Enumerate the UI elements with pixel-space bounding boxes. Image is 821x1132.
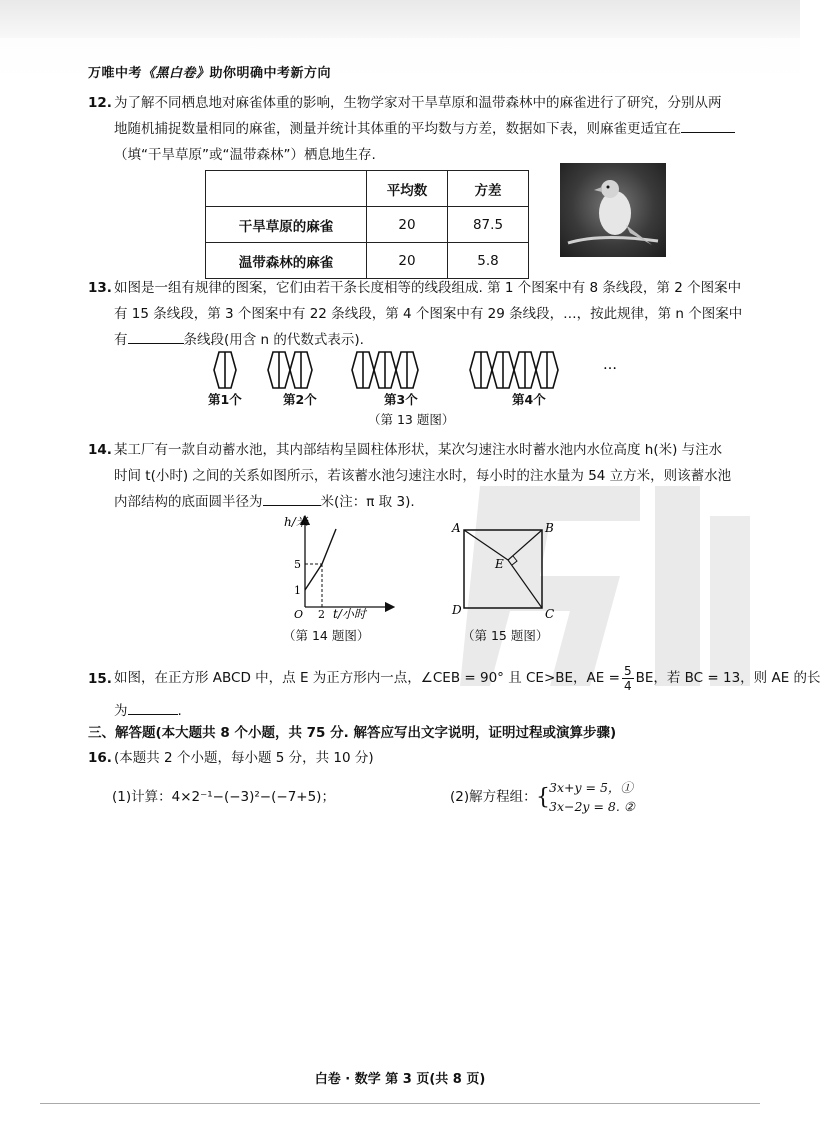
text-line: （填“干旱草原”或“温带森林”）栖息地生存. <box>114 147 376 163</box>
figure-15-caption: （第 15 题图） <box>462 628 549 643</box>
text-line: 有 15 条线段，第 3 个图案中有 22 条线段，第 4 个图案中有 29 条线段，…，按此规律，第 n 个图案中 <box>114 306 743 322</box>
text-line-part: 米(注：π 取 3). <box>320 494 415 510</box>
question-text <box>114 437 754 515</box>
pattern-label-2: 第2个 <box>283 392 317 407</box>
pattern-label-4: 第4个 <box>512 392 546 407</box>
text-line-part: . <box>177 703 182 719</box>
figure-14-graph <box>270 512 400 622</box>
text-line: 为了解不同栖息地对麻雀体重的影响，生物学家对干旱草原和温带森林中的麻雀进行了研究，分别从两 <box>114 95 722 111</box>
y-tick-label: 1 <box>294 584 301 597</box>
table-cell: 20 <box>367 243 448 279</box>
text-line-part: 地随机捕捉数量相同的麻雀，测量并统计其体重的平均数与方差，数据如下表，则麻雀更适宜在 <box>114 121 681 137</box>
text-line-part: 有 <box>114 332 128 348</box>
point-e-label: E <box>495 557 504 571</box>
question-16-part-1: (1)计算：4×2⁻¹−(−3)²−(−7+5)； <box>112 789 335 805</box>
answer-blank[interactable] <box>263 491 321 506</box>
text-line-part: 内部结构的底面圆半径为 <box>114 494 263 510</box>
x-axis-label: t/小时 <box>333 607 366 621</box>
table-cell: 5.8 <box>448 243 529 279</box>
equation-2: 3x−2y = 8. ② <box>549 799 636 814</box>
text-line-part: 条线段(用含 n 的代数式表示). <box>183 332 364 348</box>
text-line: 某工厂有一款自动蓄水池，其内部结构呈圆柱体形状，某次匀速注水时蓄水池内水位高度 h(米) 与注水 <box>114 442 723 458</box>
header-brand: 《黑白卷》 <box>142 66 210 81</box>
pattern-label-1: 第1个 <box>208 392 242 407</box>
table-header-cell: 方差 <box>448 171 529 207</box>
fraction-denominator: 4 <box>623 678 632 693</box>
pattern-label-3: 第3个 <box>384 392 418 407</box>
page-footer: 白卷 · 数学 第 3 页(共 8 页) <box>314 1072 486 1087</box>
equation-system <box>549 778 635 816</box>
x-tick-label: 2 <box>318 608 325 621</box>
text-line <box>114 658 821 698</box>
question-number: 14. <box>88 442 112 458</box>
question-number: 16. <box>88 750 112 766</box>
figure-15-square <box>448 518 558 622</box>
text-line-part: BE，若 BC = 13，则 AE 的长 <box>635 670 821 686</box>
question-number: 13. <box>88 280 112 296</box>
fraction <box>622 664 634 693</box>
point-a-label: A <box>452 521 461 535</box>
point-b-label: B <box>545 521 554 535</box>
right-angle-mark <box>512 556 517 565</box>
figure-14-caption: （第 14 题图） <box>283 628 370 643</box>
point-c-label: C <box>545 607 555 621</box>
segment-ae <box>464 530 508 560</box>
figure-13-caption: （第 13 题图） <box>368 412 455 427</box>
question-text <box>114 745 754 771</box>
pattern-ellipsis: … <box>603 357 617 373</box>
table-header-cell: 平均数 <box>367 171 448 207</box>
table-cell: 温带森林的麻雀 <box>206 243 367 279</box>
text-line <box>114 489 754 515</box>
graph-line <box>305 564 322 590</box>
origin-label: O <box>294 608 304 621</box>
section-3-heading: 三、解答题(本大题共 8 个小题，共 75 分. 解答应写出文字说明，证明过程或演算步骤) <box>88 725 617 741</box>
text-line: (本题共 2 个小题，每小题 5 分，共 10 分) <box>114 750 374 766</box>
fraction-numerator: 5 <box>623 663 632 678</box>
header-suffix: 助你明确中考新方向 <box>209 66 332 81</box>
answer-blank[interactable] <box>128 700 178 715</box>
part-2-label: (2)解方程组： <box>450 789 537 805</box>
point-d-label: D <box>452 603 462 617</box>
system-brace: { <box>536 785 550 810</box>
question-number: 15. <box>88 671 112 687</box>
segment-ce <box>508 560 542 608</box>
equation-1: 3x+y = 5，① <box>549 780 633 795</box>
table-cell: 干旱草原的麻雀 <box>206 207 367 243</box>
footer-divider <box>40 1103 760 1104</box>
text-line-part: 如图，在正方形 ABCD 中，点 E 为正方形内一点，∠CEB = 90° 且 CE>BE，AE = <box>114 670 620 686</box>
text-line: 如图是一组有规律的图案，它们由若干条长度相等的线段组成. 第 1 个图案中有 8 条线段，第 2 个图案中 <box>114 280 742 296</box>
text-line: 时间 t(小时) 之间的关系如图所示，若该蓄水池匀速注水时，每小时的注水量为 54 立方米，则该蓄水池 <box>114 468 732 484</box>
header-prefix: 万唯中考 <box>88 66 143 81</box>
y-axis-label: h/米 <box>284 515 308 529</box>
text-line-part: 为 <box>114 703 128 719</box>
segment-be <box>508 530 542 560</box>
question-16-part-2 <box>450 784 537 810</box>
table-cell: 20 <box>367 207 448 243</box>
question-text <box>114 658 821 724</box>
graph-line <box>322 529 336 564</box>
question-number: 12. <box>88 95 112 111</box>
table-cell: 87.5 <box>448 207 529 243</box>
y-tick-label: 5 <box>294 558 301 571</box>
